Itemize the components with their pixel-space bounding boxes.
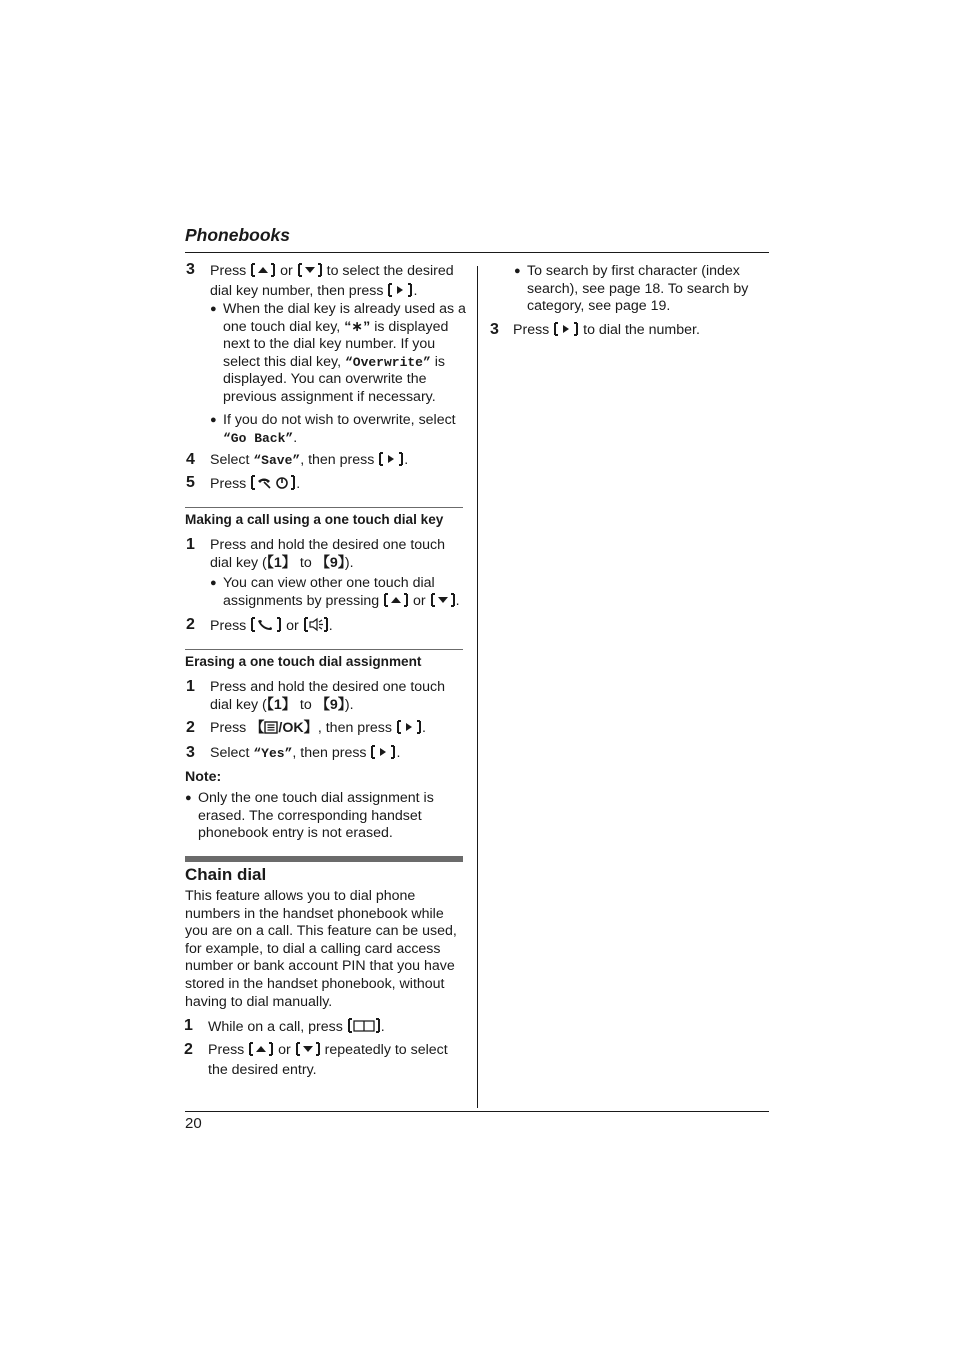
step-2-text: Press 【 /OK】, then press .: [210, 720, 470, 740]
up-arrow-key-icon: [383, 593, 409, 613]
chain-dial-description: This feature allows you to dial phone numbers in the handset phonebook while you are on a call. This feature can be used, for example, to dial a calling card access number or bank account PIN that you have stored in the handset phonebook, without having to dial manually.: [185, 888, 457, 1010]
chain-dial-heading: Chain dial: [185, 865, 267, 884]
talk-key-icon: [250, 617, 282, 638]
key-9: 【9】: [315, 554, 345, 571]
step-number: 3: [186, 744, 195, 761]
down-arrow-key-icon: [297, 263, 323, 283]
note-label: Note:: [185, 769, 222, 785]
bullet-icon: ●: [514, 265, 521, 277]
step-1-text: Press and hold the desired one touch dial key (【1】 to 【9】).: [210, 537, 446, 571]
step-number: 5: [186, 474, 195, 491]
step-number: 1: [186, 678, 195, 695]
section-divider: [185, 856, 463, 862]
bullet-icon: ●: [210, 303, 217, 315]
step-number: 2: [186, 616, 195, 633]
right-arrow-key-icon: [370, 745, 396, 765]
right-arrow-key-icon: [378, 452, 404, 472]
step-number: 4: [186, 451, 195, 468]
step-3-bullet-1: When the dial key is already used as a one touch dial key, “∗” is displayed next to the dial key number. If you select this dial key, “Overwrite” is displayed. You can overwrite the previous assignment if necessary.: [223, 301, 466, 405]
phonebook-key-icon: [347, 1018, 381, 1039]
key-9: 【9】: [315, 696, 345, 713]
subsection-title: Making a call using a one touch dial key: [185, 512, 444, 527]
footer-rule: [185, 1111, 769, 1112]
key-1: 【1】: [266, 696, 296, 713]
right-arrow-key-icon: [396, 720, 422, 740]
right-arrow-key-icon: [553, 322, 579, 342]
menu-ok-key: 【 /OK】: [250, 720, 318, 736]
step-4-text: Select “Save”, then press .: [210, 452, 470, 472]
right-bullet: To search by first character (index search), see page 18. To search by category, see page 19.: [527, 263, 749, 315]
step-number: 1: [186, 536, 195, 553]
bullet-icon: ●: [210, 414, 217, 426]
key-1: 【1】: [266, 554, 296, 571]
up-arrow-key-icon: [250, 263, 276, 283]
off-key-icon: [250, 475, 296, 496]
menu-key-icon: [264, 721, 278, 740]
chain-step-2-text: Press or repeatedly to select the desired entry.: [208, 1042, 448, 1078]
step-1-text: Press and hold the desired one touch dial key (【1】 to 【9】).: [210, 679, 446, 713]
up-arrow-key-icon: [248, 1042, 274, 1062]
column-divider: [477, 266, 478, 1108]
header-rule: [185, 252, 769, 253]
step-number: 3: [186, 261, 195, 278]
chain-step-1-text: While on a call, press .: [208, 1018, 468, 1039]
subsection-title: Erasing a one touch dial assignment: [185, 654, 422, 669]
section-title: Phonebooks: [185, 225, 291, 245]
down-arrow-key-icon: [295, 1042, 321, 1062]
divider: [185, 649, 463, 650]
speaker-key-icon: [303, 617, 329, 638]
step-number: 2: [184, 1041, 193, 1058]
step-number: 2: [186, 719, 195, 736]
right-arrow-key-icon: [387, 283, 413, 303]
bullet-icon: ●: [210, 577, 217, 589]
step-number: 1: [184, 1017, 193, 1034]
bullet-icon: ●: [185, 792, 192, 804]
step-3-text: Select “Yes”, then press .: [210, 745, 470, 765]
step-5-text: Press .: [210, 475, 470, 496]
down-arrow-key-icon: [430, 593, 456, 613]
divider: [185, 507, 463, 508]
page-number: 20: [185, 1115, 202, 1132]
step-number: 3: [490, 321, 499, 338]
step-3-bullet-2: If you do not wish to overwrite, select “Go Back”.: [223, 412, 456, 446]
right-step-3-text: Press to dial the number.: [513, 322, 773, 342]
step-2-text: Press or .: [210, 617, 470, 638]
sub1-bullet: You can view other one touch dial assignments by pressing or .: [223, 575, 468, 612]
step-3-text: Press or to select the desired dial key number, then press .: [210, 263, 470, 302]
note-text: Only the one touch dial assignment is erased. The corresponding handset phonebook entry is not erased.: [198, 790, 434, 842]
